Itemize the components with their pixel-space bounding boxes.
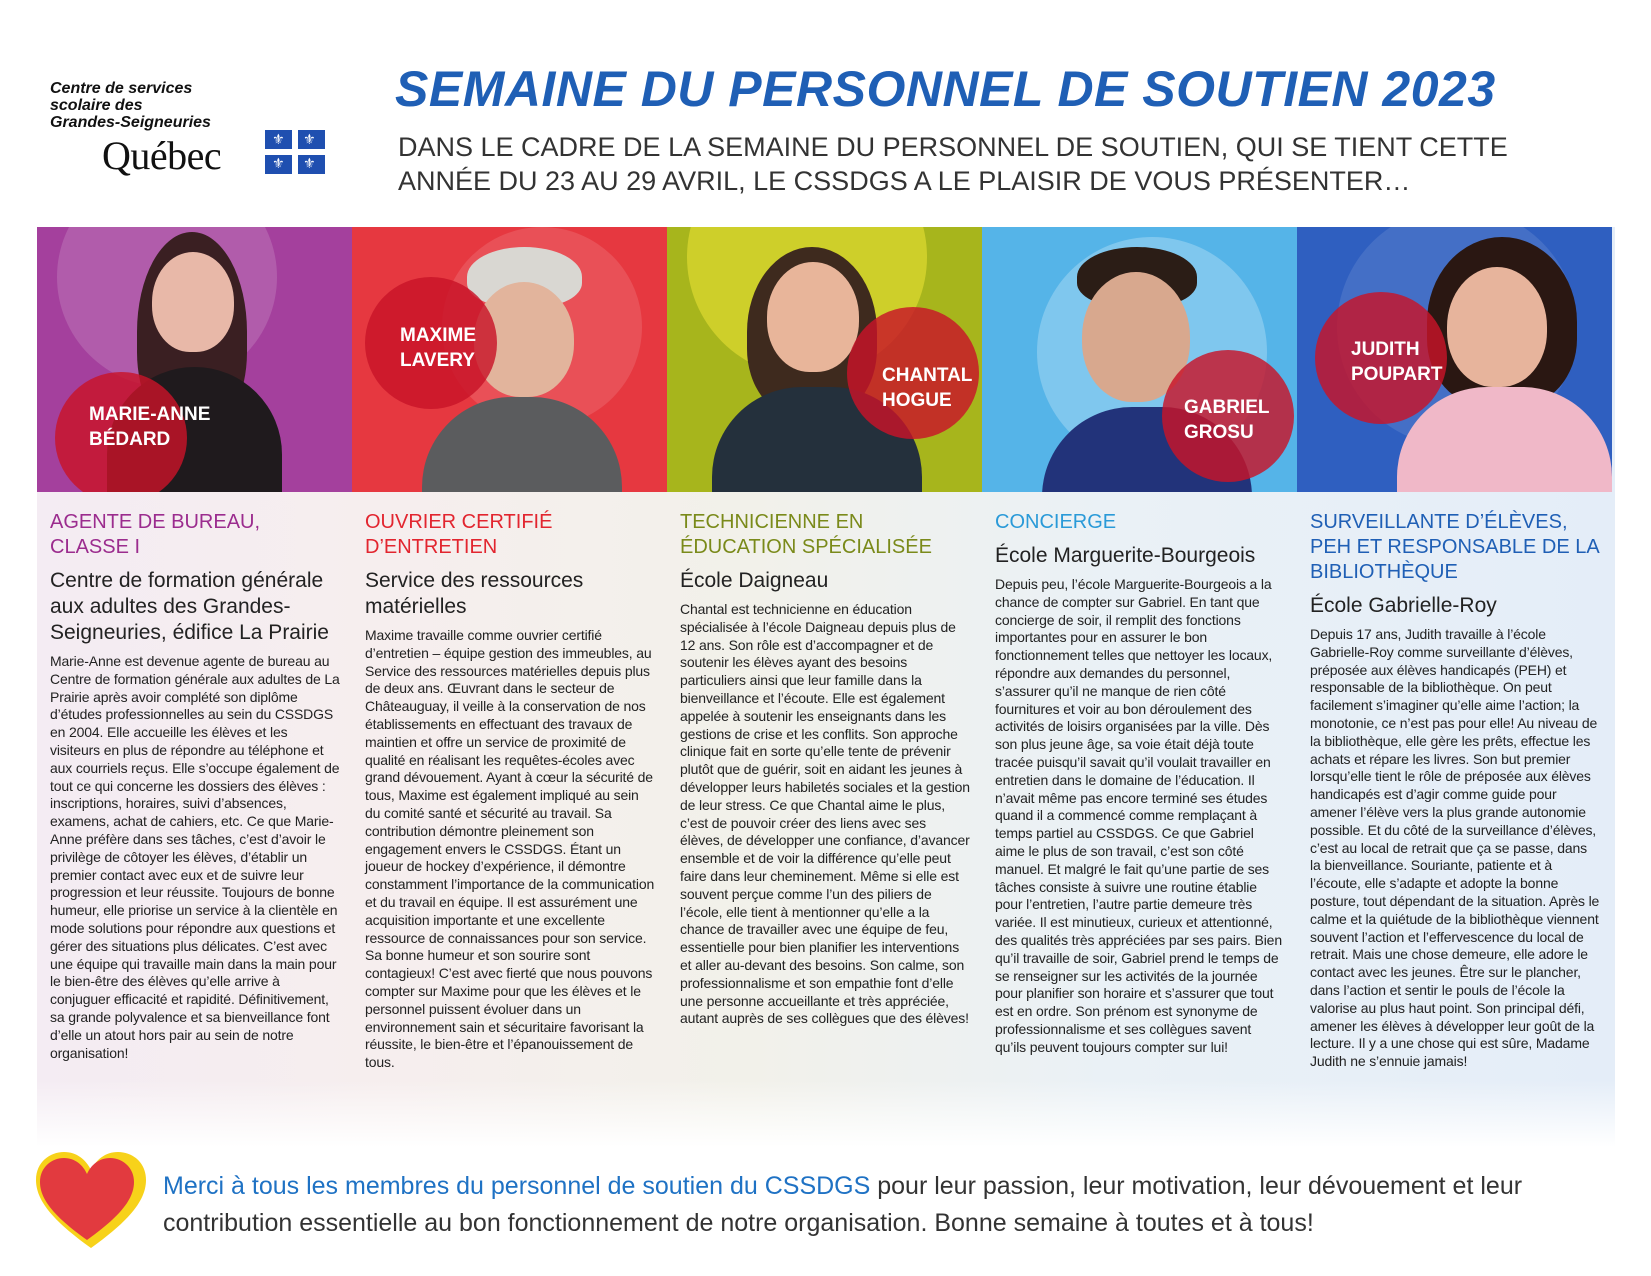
profile-column-judith (1310, 510, 1600, 1071)
role-title: SURVEILLANTE D’ÉLÈVES, PEH ET RESPONSABLE DE LA BIBLIOTHÈQUE (1310, 511, 1599, 583)
role-title: AGENTE DE BUREAU, CLASSE I (50, 511, 261, 558)
name-line1: CHANTAL (882, 365, 973, 386)
workplace: École Marguerite-Bourgeois (995, 544, 1256, 567)
profile-description: Depuis 17 ans, Judith travaille à l’école Gabrielle-Roy comme surveillante d’élèves, préposée aux élèves handicapés (PEH) et responsable de la bibliothèque. On peut facilement s’imaginer qu’elle aime l’action; la monotonie, ce n’est pas pour elle! Au niveau de la bibliothèque, elle gère les prêts, effectue les achats et répare les livres. Son but premier lorsqu’elle tient le rôle de préposée aux élèves handicapés est d’agir comme guide pour amener l’élève vers la plus grande autonomie possible. Et du côté de la surveillance d’élèves, c’est au local de retrait que ça se passe, dans la bienveillance. Souriante, patiente et à l’écoute, elle s’adapte et adopte la bonne posture, tout dépendant de la situation. Après le calme et la quiétude de la bibliothèque viennent souvent l’action et l’effervescence du local de retrait. Mais une chose demeure, elle adore le contact avec les jeunes. Être sur le plancher, dans l’action et sentir le pouls de l’école la valorise au plus haut point. Son principal défi, amener les élèves à développer leur goût de la lecture. Il y a une chose qui est sûre, Madame Judith ne s’ennuie jamais! (1310, 626, 1600, 1070)
name-line2: LAVERY (400, 350, 475, 371)
photo-marie-anne (37, 227, 352, 492)
profile-description: Depuis peu, l’école Marguerite-Bourgeois a la chance de compter sur Gabriel. En tant que concierge de soir, il remplit des fonctions importantes pour en assurer le bon fonctionnement telles que nettoyer les locaux, répondre aux demandes du personnel, s’assurer qu’il ne manque de rien côté fournitures et voir au bon déroulement des activités de loisirs organisées par la ville. Dès son plus jeune âge, sa voie était déjà toute tracée puisqu’il savait qu’il voulait travailler en entretien dans le domaine de l’éducation. Il n’avait même pas encore terminé ses études quand il a commencé comme remplaçant à temps partiel au CSSDGS. Ce que Gabriel aime le plus de son travail, c’est son côté manuel. Et malgré le fait qu’une partie de ses tâches consiste à suivre une routine établie pour l’entretien, l’autre partie demeure très variée. Il est minutieux, curieux et attentionné, des qualités très appréciées par ses pairs. Bien qu’il travaille de soir, Gabriel prend le temps de se renseigner sur les activités de la journée pour planifier son horaire et s’assurer que tout est en ordre. Son prénom est synonyme de professionnalisme et ses collègues savent qu’ils peuvent toujours compter sur lui! (995, 576, 1282, 1055)
page-title: SEMAINE DU PERSONNEL DE SOUTIEN 2023 (395, 61, 1496, 117)
name-line1: GABRIEL (1184, 397, 1270, 418)
profile-column-maxime (365, 510, 655, 1072)
cssdgs-logo (50, 80, 340, 180)
photo-gabriel (982, 227, 1297, 492)
name-line2: GROSU (1184, 422, 1254, 443)
name-line2: POUPART (1351, 364, 1443, 385)
photo-chantal (667, 227, 982, 492)
role-title: OUVRIER CERTIFIÉ D’ENTRETIEN (365, 511, 553, 558)
role-title: TECHNICIENNE EN ÉDUCATION SPÉCIALISÉE (680, 511, 932, 558)
name-line1: MAXIME (400, 325, 476, 346)
thank-you-message (163, 1168, 1603, 1242)
profile-description: Marie-Anne est devenue agente de bureau au Centre de formation générale aux adultes de La Prairie après avoir complété son diplôme d’études professionnelles au sein du CSSDGS en 2004. Elle accueille les élèves et les visiteurs en plus de répondre au téléphone et aux courriels reçus. Elle s’occupe également de tout ce qui concerne les dossiers des élèves : inscriptions, horaires, suivi d’absences, examens, achat de cahiers, etc. Ce que Marie-Anne préfère dans ses tâches, c’est d’avoir le privilège de côtoyer les élèves, d’établir un premier contact avec eux et de suivre leur progression et leur réussite. Toujours de bonne humeur, elle priorise un service à la clientèle en mode solutions pour répondre aux questions et gérer des situations plus délicates. C’est avec une équipe qui travaille main dans la main pour le bien-être des élèves qu’elle arrive à conjuguer efficacité et rapidité. Définitivement, sa grande polyvalence et sa bienveillance font d’elle un atout hors pair au sein de notre organisation! (50, 653, 340, 1061)
name-line1: MARIE-ANNE (89, 404, 211, 425)
profile-description: Chantal est technicienne en éducation spécialisée à l’école Daigneau depuis plus de 12 ans. Son rôle est d’accompagner et de soutenir les élèves ayant des besoins particuliers ainsi que leur famille dans la bienveillance et l’écoute. Elle est également appelée à soutenir les enseignants dans les gestions de crise et les conflits. Son approche clinique fait en sorte qu’elle tente de prévenir plutôt que de guérir, soit en aidant les jeunes à développer leurs habiletés sociales et la gestion de leur stress. Ce que Chantal aime le plus, c’est de pouvoir créer des liens avec ses élèves, de développer une confiance, d’avancer ensemble et de voir la différence qu’elle peut faire dans leur cheminement. Même si elle est souvent perçue comme l’un des piliers de l’école, elle tient à mentionner qu’elle a la chance de travailler avec une équipe de feu, essentielle pour bien planifier les interventions et aller au-devant des besoins. Son calme, son professionnalisme et son empathie font d’elle une personne accueillante et très appréciée, autant auprès de ses collègues que des élèves! (680, 601, 970, 1027)
role-title: CONCIERGE (995, 511, 1117, 533)
name-line2: HOGUE (882, 390, 952, 411)
profile-column-marie-anne (50, 510, 340, 1062)
profile-description: Maxime travaille comme ouvrier certifié d’entretien – équipe gestion des immeubles, au Service des ressources matérielles depuis plus de deux ans. Œuvrant dans le secteur de Châteauguay, il veille à la conservation de nos établissements en effectuant des travaux de maintien et offre un service de proximité de qualité en réalisant les requêtes-écoles avec grand dévouement. Ayant à cœur la sécurité de tous, Maxime est également impliqué au sein du comité santé et sécurité au travail. Sa contribution démontre pleinement son engagement envers le CSSDGS. Étant un joueur de hockey d’expérience, il démontre constamment l’importance de la communication et du travail en équipe. Il est assurément une acquisition importante et une excellente ressource de connaissances pour son service. Sa bonne humeur et son sourire sont contagieux! C’est avec fierté que nous pouvons compter sur Maxime pour que les élèves et le personnel puissent évoluer dans un environnement sain et sécuritaire favorisant la réussite, le bien-être et l’épanouissement de tous. (365, 627, 655, 1071)
workplace: École Gabrielle-Roy (1310, 594, 1497, 617)
photo-maxime (352, 227, 667, 492)
workplace: Centre de formation générale aux adultes des Grandes-Seigneuries, édifice La Prairie (50, 569, 329, 644)
heart-icon (32, 1148, 150, 1253)
workplace: Service des ressources matérielles (365, 569, 584, 618)
photo-judith (1297, 227, 1612, 492)
page-subtitle: DANS LE CADRE DE LA SEMAINE DU PERSONNEL DE SOUTIEN, QUI SE TIENT CETTE ANNÉE DU 23 AU 29 AVRIL, LE CSSDGS A LE PLAISIR DE VOUS PRÉSENTER… (398, 132, 1508, 196)
quebec-flag-icon: ⚜ ⚜ ⚜ ⚜ (265, 130, 325, 174)
thank-you-highlight: Merci à tous les membres du personnel de soutien du CSSDGS (163, 1172, 871, 1200)
quebec-wordmark: Québec (102, 133, 222, 178)
thank-you-rest: pour leur passion, leur motivation, leur dévouement et leur contribution essentielle au bon fonctionnement de notre organisation. Bonne semaine à toutes et à tous! (163, 1172, 1523, 1237)
profile-column-gabriel (995, 510, 1285, 1057)
logo-text: Centre de services scolaire des Grandes-Seigneuries (50, 80, 211, 131)
name-line1: JUDITH (1351, 339, 1420, 360)
profile-column-chantal (680, 510, 970, 1028)
name-line2: BÉDARD (89, 429, 171, 450)
workplace: École Daigneau (680, 569, 829, 592)
